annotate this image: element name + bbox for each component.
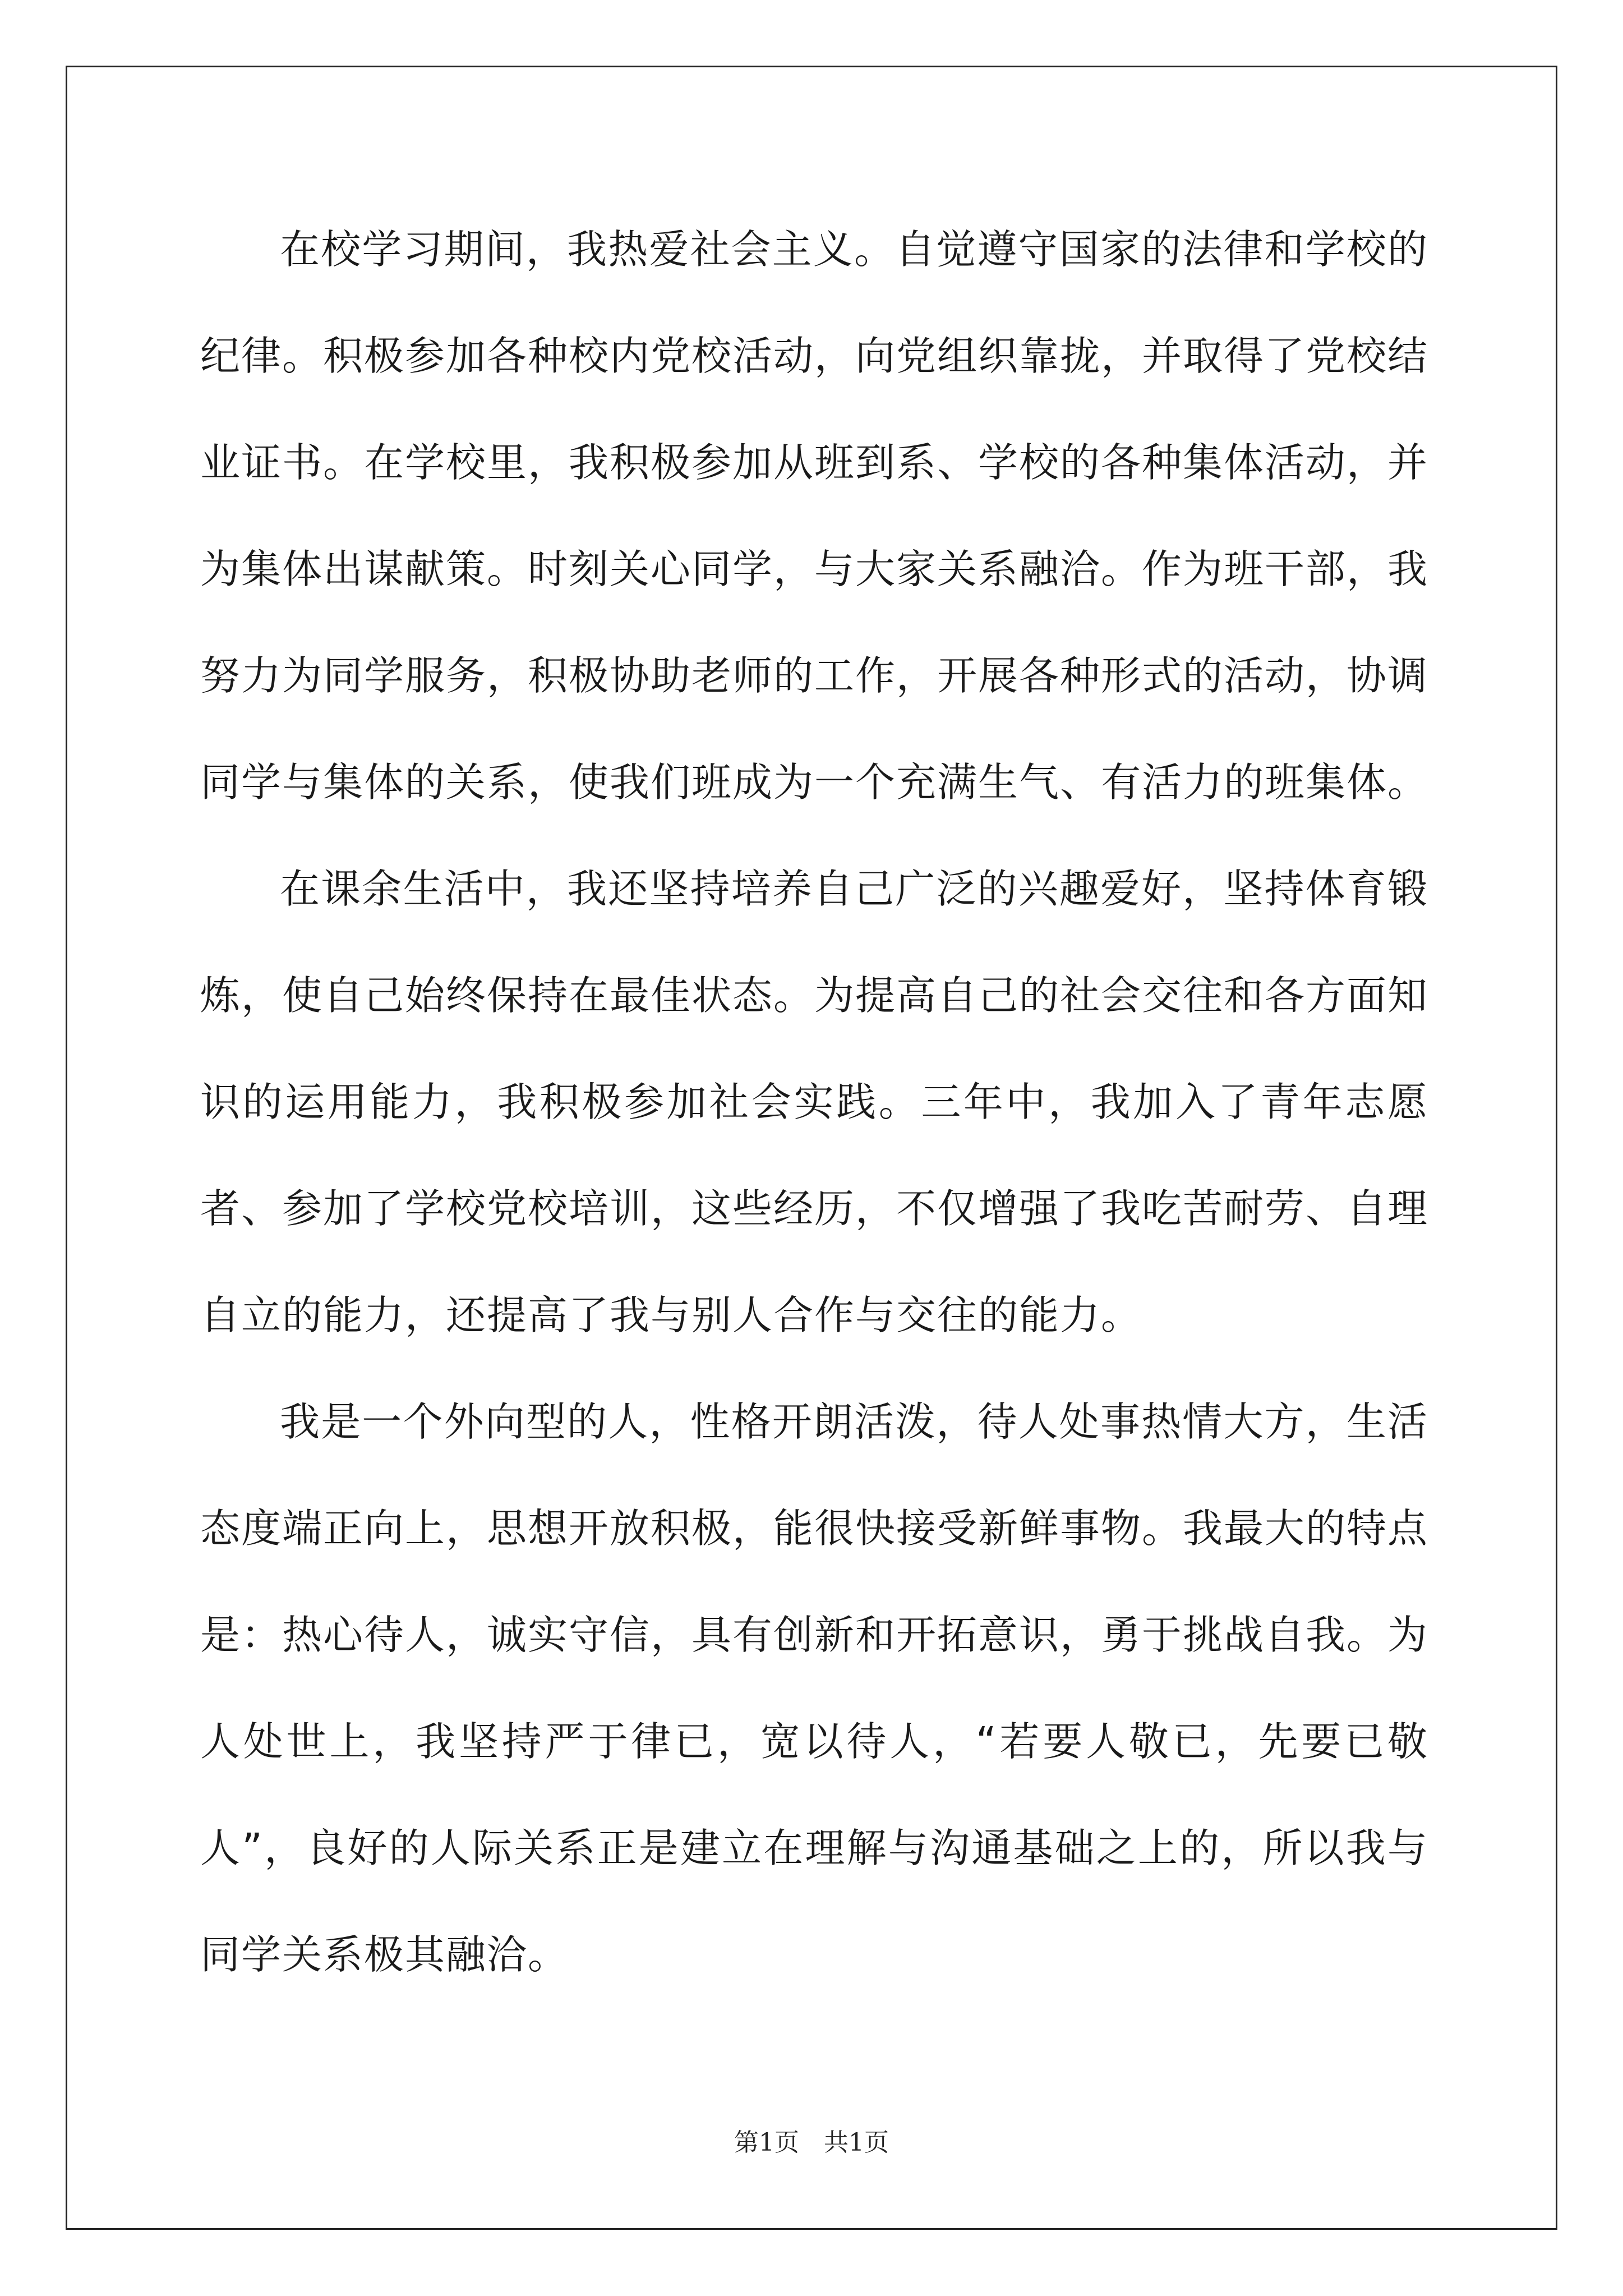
paragraph: 在校学习期间，我热爱社会主义。自觉遵守国家的法律和学校的纪律。积极参加各种校内党校活动，向党组织靠拢，并取得了党校结业证书。在学校里，我积极参加从班到系、学校的各种集体活动，并为集体出谋献策。时刻关心同学，与大家关系融洽。作为班干部，我努力为同学服务，积极协助老师的工作，开展各种形式的活动，协调同学与集体的关系，使我们班成为一个充满生气、有活力的班集体。 [200, 226, 1429, 806]
page-footer [0, 2126, 1623, 2160]
document-body [200, 196, 1428, 2008]
page-number: 第1页 [734, 2128, 799, 2157]
paragraph: 我是一个外向型的人，性格开朗活泼，待人处事热情大方，生活态度端正向上，思想开放积极，能很快接受新鲜事物。我最大的特点是：热心待人，诚实守信，具有创新和开拓意识，勇于挑战自我。为人处世上，我坚持严于律已，宽以待人，“若要人敬已，先要已敬人”，良好的人际关系正是建立在理解与沟通基础之上的，所以我与同学关系极其融洽。 [200, 1398, 1429, 1978]
paragraph: 在课余生活中，我还坚持培养自己广泛的兴趣爱好，坚持体育锻炼，使自己始终保持在最佳状态。为提高自己的社会交往和各方面知识的运用能力，我积极参加社会实践。三年中，我加入了青年志愿者、参加了学校党校培训，这些经历，不仅增强了我吃苦耐劳、自理自立的能力，还提高了我与别人合作与交往的能力。 [200, 866, 1429, 1338]
page-total: 共1页 [824, 2128, 889, 2157]
